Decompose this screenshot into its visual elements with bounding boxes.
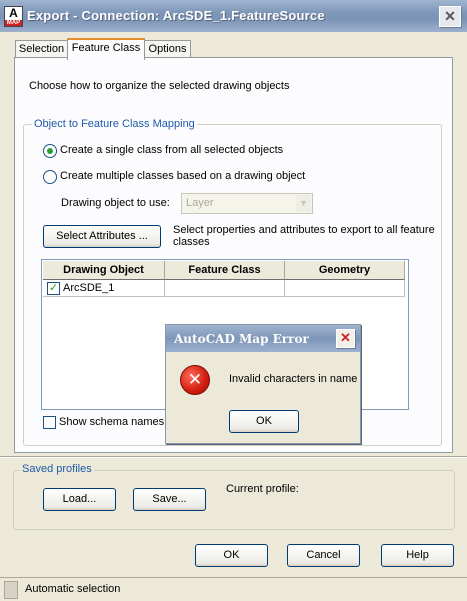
- window-close-button[interactable]: [439, 6, 461, 27]
- show-schema-names-label[interactable]: Show schema names: [59, 416, 165, 428]
- tab-selection[interactable]: [15, 40, 68, 58]
- error-dialog-close-button[interactable]: [336, 329, 355, 348]
- checkmark-icon: ✓: [49, 281, 59, 294]
- chevron-down-icon: ▼: [296, 195, 311, 212]
- drawing-object-select[interactable]: [181, 193, 313, 214]
- load-profile-button[interactable]: Load...: [43, 488, 116, 511]
- cell-geometry[interactable]: [285, 280, 405, 297]
- current-profile-label: Current profile:: [226, 483, 299, 495]
- cell-drawing-object: [43, 280, 165, 297]
- error-dialog-title: AutoCAD Map Error: [174, 332, 309, 346]
- cell-feature-class[interactable]: [165, 280, 285, 297]
- status-bar: [0, 577, 467, 601]
- tab-selection-label: Selection: [18, 43, 65, 55]
- autocad-map-app-icon: A MAP: [4, 6, 23, 27]
- row-drawing-object-name: ArcSDE_1: [63, 282, 115, 294]
- drawing-object-value: Layer: [186, 197, 214, 209]
- column-header-geometry[interactable]: Geometry: [285, 261, 405, 280]
- status-text: Automatic selection: [25, 583, 121, 595]
- radio-multiple-classes[interactable]: [43, 170, 57, 184]
- show-schema-names-checkbox[interactable]: [43, 416, 56, 429]
- close-icon: ✕: [444, 8, 456, 24]
- error-icon: ✕: [180, 365, 210, 395]
- window-title: Export - Connection: ArcSDE_1.FeatureSource: [27, 8, 325, 23]
- column-header-drawing-object[interactable]: Drawing Object: [43, 261, 165, 280]
- select-attributes-description: Select properties and attributes to export to all feature classes: [173, 224, 435, 248]
- tab-options-label: Options: [148, 43, 187, 55]
- save-profile-button[interactable]: Save...: [133, 488, 206, 511]
- radio-single-class-label[interactable]: Create a single class from all selected objects: [60, 144, 284, 156]
- separator: [0, 456, 467, 458]
- status-indicator-icon: [4, 581, 18, 599]
- tab-options[interactable]: [144, 40, 191, 58]
- error-dialog[interactable]: [165, 324, 361, 444]
- column-header-feature-class[interactable]: Feature Class: [165, 261, 285, 280]
- window-title-bar[interactable]: [0, 0, 467, 32]
- tab-feature-class[interactable]: [67, 38, 145, 60]
- intro-text: Choose how to organize the selected drawing objects: [29, 80, 290, 92]
- error-dialog-title-bar[interactable]: [166, 325, 360, 352]
- ok-button[interactable]: OK: [195, 544, 268, 567]
- saved-profiles-label: Saved profiles: [22, 463, 92, 475]
- radio-single-class[interactable]: [43, 144, 57, 158]
- drawing-object-label: Drawing object to use:: [61, 197, 170, 209]
- row-include-checkbox[interactable]: [47, 282, 60, 295]
- cancel-button[interactable]: Cancel: [287, 544, 360, 567]
- error-message: Invalid characters in name: [229, 373, 358, 385]
- radio-multiple-classes-label[interactable]: Create multiple classes based on a drawing object: [60, 170, 306, 182]
- error-ok-button[interactable]: OK: [229, 410, 299, 433]
- close-icon: ✕: [340, 330, 351, 345]
- select-attributes-button[interactable]: Select Attributes ...: [43, 225, 161, 248]
- help-button[interactable]: Help: [381, 544, 454, 567]
- mapping-group-label: Object to Feature Class Mapping: [34, 118, 195, 130]
- tab-feature-class-label: Feature Class: [71, 42, 141, 54]
